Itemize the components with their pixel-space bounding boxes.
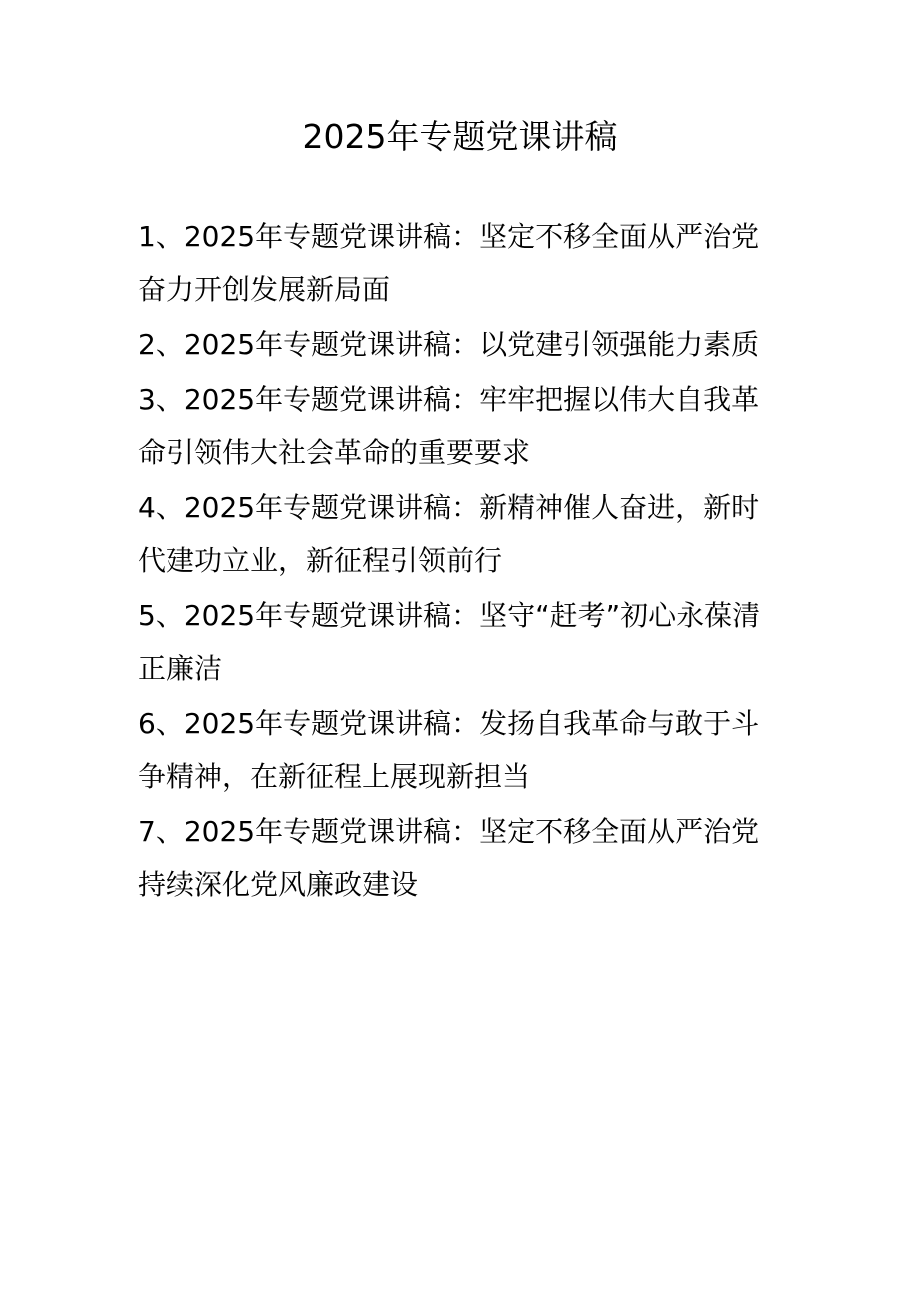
toc-item-5: 5、2025年专题党课讲稿：坚守“赶考”初心永葆清正廉洁 (138, 599, 761, 685)
toc-item-6: 6、2025年专题党课讲稿：发扬自我革命与敢于斗争精神，在新征程上展现新担当 (138, 707, 760, 793)
toc-item-4: 4、2025年专题党课讲稿：新精神催人奋进，新时代建功立业，新征程引领前行 (138, 491, 760, 577)
document-title: 2025年专题党课讲稿 (302, 117, 618, 156)
toc-item-1: 1、2025年专题党课讲稿：坚定不移全面从严治党奋力开创发展新局面 (138, 220, 760, 306)
toc-item-2: 2、2025年专题党课讲稿：以党建引领强能力素质 (138, 328, 760, 361)
table-of-contents (138, 210, 766, 913)
toc-item-3: 3、2025年专题党课讲稿：牢牢把握以伟大自我革命引领伟大社会革命的重要要求 (138, 383, 760, 469)
toc-item-7: 7、2025年专题党课讲稿：坚定不移全面从严治党持续深化党风廉政建设 (138, 815, 760, 901)
